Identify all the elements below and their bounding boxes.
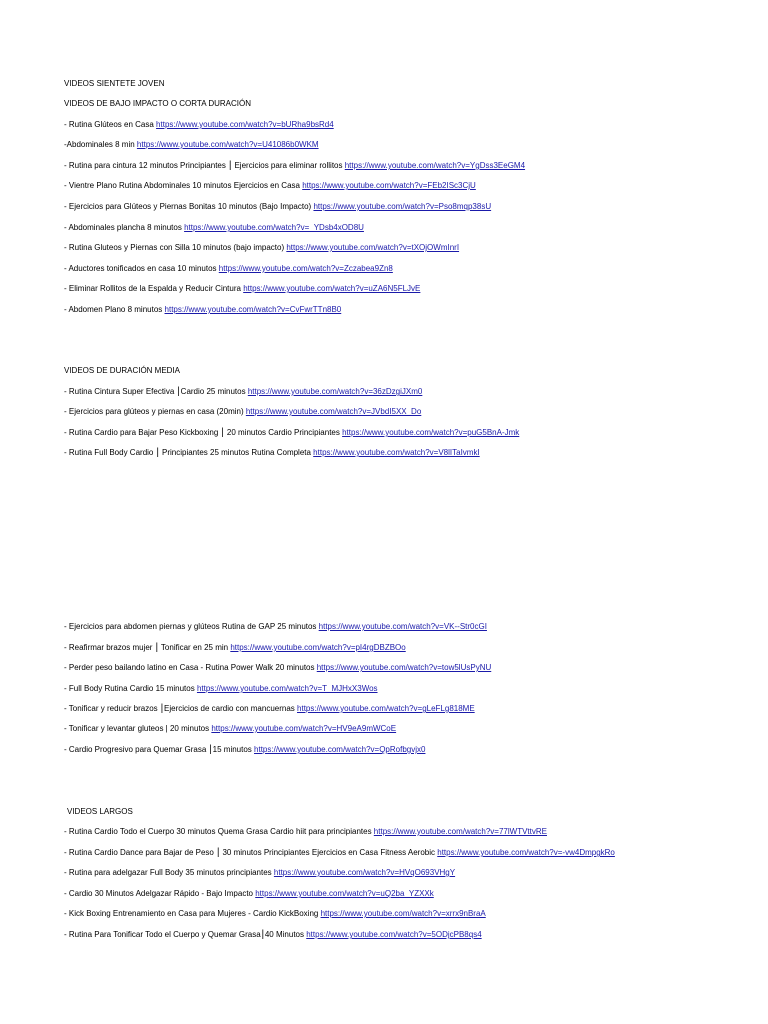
- video-link[interactable]: https://www.youtube.com/watch?v=5ODjcPB8qs4: [306, 930, 482, 939]
- list-item: [64, 263, 393, 274]
- item-label: - Kick Boxing Entrenamiento en Casa para Mujeres - Cardio KickBoxing: [64, 909, 321, 918]
- list-item: [64, 662, 491, 673]
- item-label: - Full Body Rutina Cardio 15 minutos: [64, 684, 197, 693]
- item-label: - Cardio 30 Minutos Adelgazar Rápido - Bajo Impacto: [64, 889, 256, 898]
- item-label: - Cardio Progresivo para Quemar Grasa ⎮15 minutos: [64, 745, 255, 754]
- item-label: - Eliminar Rollitos de la Espalda y Reducir Cintura: [64, 284, 244, 293]
- item-label: - Rutina Cintura Super Efectiva ⎮Cardio 25 minutos: [64, 387, 248, 396]
- video-link[interactable]: https://www.youtube.com/watch?v=xrrx9nBraA: [320, 909, 486, 918]
- video-link[interactable]: https://www.youtube.com/watch?v=V8lITaIvmkI: [313, 448, 480, 457]
- video-link[interactable]: https://www.youtube.com/watch?v=Zczabea9Zn8: [218, 264, 393, 273]
- list-item: [64, 867, 455, 878]
- video-link[interactable]: https://www.youtube.com/watch?v=CvFwrTTn8B0: [164, 305, 342, 314]
- item-label: - Rutina para adelgazar Full Body 35 minutos principiantes: [64, 868, 274, 877]
- list-item: [64, 201, 491, 212]
- item-label: - Ejercicios para abdomen piernas y glúteos Rutina de GAP 25 minutos: [64, 622, 319, 631]
- list-item: [64, 642, 406, 653]
- list-item: [64, 826, 547, 837]
- video-link[interactable]: https://www.youtube.com/watch?v=QpRofbgvjx0: [254, 745, 426, 754]
- list-item: [64, 683, 378, 694]
- list-item: [64, 703, 475, 714]
- video-link[interactable]: https://www.youtube.com/watch?v=pI4rgDBZBOo: [230, 643, 406, 652]
- section-heading-long: VIDEOS LARGOS: [67, 807, 133, 816]
- list-item: [64, 180, 476, 191]
- list-item: [64, 888, 434, 899]
- video-link[interactable]: https://www.youtube.com/watch?v=T_MJHxX3Wos: [196, 684, 378, 693]
- video-link[interactable]: https://www.youtube.com/watch?v=bURha9bsRd4: [156, 120, 334, 129]
- list-item: [64, 847, 615, 858]
- item-label: - Perder peso bailando latino en Casa - Rutina Power Walk 20 minutos: [64, 663, 317, 672]
- list-item: [64, 723, 396, 734]
- item-label: - Tonificar y levantar gluteos | 20 minutos: [64, 724, 212, 733]
- video-link[interactable]: https://www.youtube.com/watch?v=JVbdI5XX_Do: [245, 407, 422, 416]
- video-link[interactable]: https://www.youtube.com/watch?v=FEb2ISc3CjU: [302, 181, 476, 190]
- item-label: - Rutina Gluteos y Piernas con Silla 10 minutos (bajo impacto): [64, 243, 287, 252]
- video-link[interactable]: https://www.youtube.com/watch?v=36zDzgiJXm0: [247, 387, 423, 396]
- list-item: [64, 744, 425, 755]
- item-label: - Rutina Cardio Todo el Cuerpo 30 minutos Quema Grasa Cardio hiit para principiantes: [64, 827, 374, 836]
- video-link[interactable]: https://www.youtube.com/watch?v=VK--Str0cGI: [318, 622, 487, 631]
- video-link[interactable]: https://www.youtube.com/watch?v=tow5lUsPyNU: [316, 663, 492, 672]
- video-link[interactable]: https://www.youtube.com/watch?v=HVqO693VHgY: [273, 868, 456, 877]
- list-item: [64, 427, 519, 438]
- list-item: [64, 406, 421, 417]
- item-label: - Rutina para cintura 12 minutos Principiantes ⎮ Ejercicios para eliminar rollitos: [64, 161, 345, 170]
- list-item: [64, 621, 487, 632]
- list-item: [64, 929, 482, 940]
- video-link[interactable]: https://www.youtube.com/watch?v=puG5BnA-Jmk: [342, 428, 520, 437]
- video-link[interactable]: https://www.youtube.com/watch?v=tXOjOWmInrI: [286, 243, 460, 252]
- item-label: - Abdomen Plano 8 minutos: [64, 305, 165, 314]
- item-label: - Rutina Cardio para Bajar Peso Kickboxing ⎮ 20 minutos Cardio Principiantes: [64, 428, 343, 437]
- list-item: [64, 283, 420, 294]
- video-link[interactable]: https://www.youtube.com/watch?v=_YDsb4xOD8U: [184, 223, 364, 232]
- video-link[interactable]: https://www.youtube.com/watch?v=gLeFLg818ME: [297, 704, 475, 713]
- section-heading-low-impact: VIDEOS DE BAJO IMPACTO O CORTA DURACIÓN: [64, 99, 251, 108]
- list-item: [64, 304, 341, 315]
- item-label: - Rutina Para Tonificar Todo el Cuerpo y Quemar Grasa⎮40 Minutos: [64, 930, 307, 939]
- video-link[interactable]: https://www.youtube.com/watch?v=Pso8mqp38sU: [313, 202, 492, 211]
- list-item: [64, 447, 480, 458]
- item-label: - Ejercicios para Glúteos y Piernas Bonitas 10 minutos (Bajo Impacto): [64, 202, 314, 211]
- list-item: [64, 160, 525, 171]
- video-link[interactable]: https://www.youtube.com/watch?v=YgDss3EeGM4: [344, 161, 526, 170]
- video-link[interactable]: https://www.youtube.com/watch?v=-vw4DmpgkRo: [437, 848, 615, 857]
- video-link[interactable]: https://www.youtube.com/watch?v=uQ2ba_YZXXk: [255, 889, 434, 898]
- video-link[interactable]: https://www.youtube.com/watch?v=77lWTVttvRE: [373, 827, 547, 836]
- list-item: [64, 222, 364, 233]
- item-label: - Rutina Glúteos en Casa: [64, 120, 157, 129]
- item-label: -Abdominales 8 min: [64, 140, 137, 149]
- video-link[interactable]: https://www.youtube.com/watch?v=uZA6N5FLJvE: [243, 284, 421, 293]
- video-link[interactable]: https://www.youtube.com/watch?v=U41086b0WKM: [136, 140, 319, 149]
- document-title: VIDEOS SIENTETE JOVEN: [64, 79, 165, 88]
- list-item: [64, 242, 459, 253]
- section-heading-medium: VIDEOS DE DURACIÓN MEDIA: [64, 366, 181, 375]
- item-label: - Abdominales plancha 8 minutos: [64, 223, 185, 232]
- item-label: - Reafirmar brazos mujer ⎮ Tonificar en 25 min: [64, 643, 231, 652]
- list-item: [64, 386, 422, 397]
- item-label: - Tonificar y reducir brazos ⎮Ejercicios de cardio con mancuernas: [64, 704, 298, 713]
- item-label: - Rutina Full Body Cardio ⎮ Principiantes 25 minutos Rutina Completa: [64, 448, 314, 457]
- item-label: - Ejercicios para glúteos y piernas en casa (20min): [64, 407, 246, 416]
- list-item: [64, 139, 319, 150]
- list-item: [64, 908, 486, 919]
- item-label: - Rutina Cardio Dance para Bajar de Peso ⎮ 30 minutos Principiantes Ejercicios en Casa Fitness Aerobic: [64, 848, 438, 857]
- item-label: - Aductores tonificados en casa 10 minutos: [64, 264, 219, 273]
- video-link[interactable]: https://www.youtube.com/watch?v=HV9eA9mWCoE: [211, 724, 397, 733]
- item-label: - Vientre Plano Rutina Abdominales 10 minutos Ejercicios en Casa: [64, 181, 303, 190]
- list-item: [64, 119, 334, 130]
